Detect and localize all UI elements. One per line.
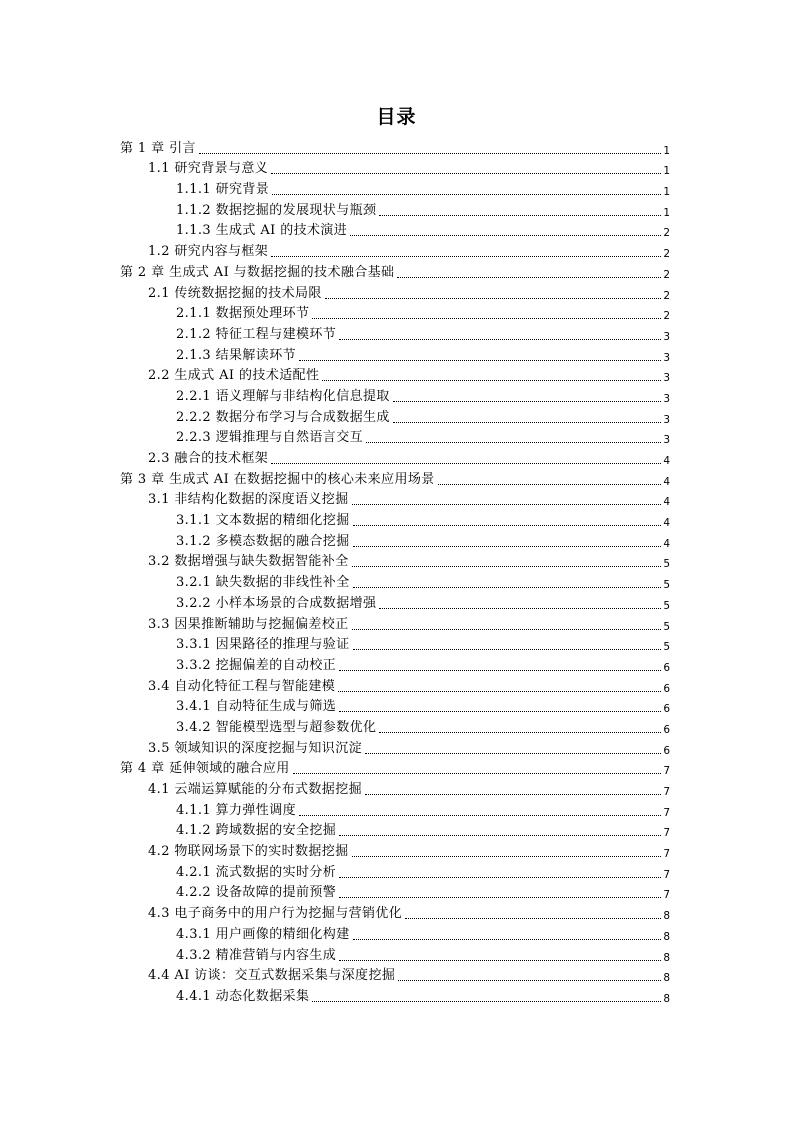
toc-page-number: 8 [663, 992, 670, 1005]
toc-entry[interactable] [0, 738, 793, 759]
toc-entry-label: 2.2.1 语义理解与非结构化信息提取 [176, 388, 390, 404]
toc-entry[interactable] [0, 386, 793, 407]
toc-dot-leader [338, 691, 661, 692]
toc-dot-leader [353, 649, 662, 650]
toc-entry[interactable] [0, 821, 793, 842]
toc-dot-leader [438, 484, 662, 485]
toc-entry-label: 第 4 章 延伸领域的融合应用 [120, 761, 290, 777]
toc-dot-leader [405, 918, 661, 919]
toc-entry[interactable] [0, 800, 793, 821]
toc-page-number: 3 [663, 330, 670, 343]
toc-entry[interactable] [0, 221, 793, 242]
toc-page-number: 2 [663, 310, 670, 323]
toc-dot-leader [339, 670, 661, 671]
toc-dot-leader [339, 835, 661, 836]
toc-page-number: 5 [663, 641, 670, 654]
toc-page-number: 8 [663, 972, 670, 985]
toc-page-number: 3 [663, 434, 670, 447]
toc-entry-label: 第 1 章 引言 [120, 140, 196, 156]
toc-entry-label: 4.2 物联网场景下的实时数据挖掘 [148, 844, 349, 860]
toc-entry[interactable] [0, 986, 793, 1007]
toc-entry[interactable] [0, 200, 793, 221]
toc-entry[interactable] [0, 407, 793, 428]
toc-entry-label: 2.2 生成式 AI 的技术适配性 [148, 368, 320, 384]
toc-dot-leader [272, 194, 661, 195]
toc-page-number: 8 [663, 930, 670, 943]
toc-entry-label: 3.4.1 自动特征生成与筛选 [176, 699, 337, 715]
toc-entry-label: 4.3.2 精准营销与内容生成 [176, 947, 337, 963]
toc-entry-label: 4.4 AI 访谈：交互式数据采集与深度挖掘 [148, 968, 396, 984]
toc-entry[interactable] [0, 924, 793, 945]
toc-dot-leader [299, 360, 661, 361]
toc-dot-leader [353, 587, 662, 588]
toc-entry-label: 4.4.1 动态化数据采集 [176, 988, 310, 1004]
toc-entry[interactable] [0, 262, 793, 283]
toc-entry[interactable] [0, 469, 793, 490]
toc-dot-leader [322, 380, 661, 381]
toc-entry[interactable] [0, 179, 793, 200]
toc-page-number: 1 [663, 144, 670, 157]
toc-entry[interactable] [0, 945, 793, 966]
toc-entry-label: 2.1.3 结果解读环节 [176, 347, 297, 363]
toc-entry-label: 1.2 研究内容与框架 [148, 244, 269, 260]
toc-entry[interactable] [0, 635, 793, 656]
toc-page-number: 4 [663, 455, 670, 467]
toc-page-number: 1 [663, 206, 670, 219]
toc-entry[interactable] [0, 366, 793, 387]
toc-dot-leader [325, 298, 662, 299]
toc-page-number: 6 [663, 703, 670, 716]
toc-entry-label: 2.1 传统数据挖掘的技术局限 [148, 285, 322, 301]
toc-page-number: 5 [663, 599, 670, 612]
toc-dot-leader [352, 504, 662, 505]
toc-dot-leader [339, 339, 661, 340]
toc-entry[interactable] [0, 717, 793, 738]
toc-dot-leader [397, 277, 661, 278]
toc-page-number: 5 [663, 558, 670, 571]
toc-list [0, 138, 793, 1007]
toc-page-number: 7 [663, 765, 670, 778]
toc-page-number: 7 [663, 827, 670, 840]
toc-page-number: 6 [663, 744, 670, 757]
toc-entry[interactable] [0, 883, 793, 904]
toc-dot-leader [312, 1001, 661, 1002]
toc-dot-leader [379, 215, 661, 216]
toc-page-number: 6 [663, 682, 670, 695]
toc-page-number: 4 [663, 517, 670, 530]
toc-page-number: 7 [663, 786, 670, 798]
toc-entry[interactable] [0, 903, 793, 924]
toc-dot-leader [312, 318, 661, 319]
toc-entry-label: 4.2.1 流式数据的实时分析 [176, 864, 337, 880]
toc-entry-label: 3.4 自动化特征工程与智能建模 [148, 678, 336, 694]
toc-page-number: 1 [663, 186, 670, 199]
toc-dot-leader [339, 711, 661, 712]
toc-page-number: 3 [663, 372, 670, 385]
toc-dot-leader [339, 897, 661, 898]
toc-dot-leader [379, 608, 661, 609]
toc-entry-label: 3.1.1 文本数据的精细化挖掘 [176, 513, 350, 529]
toc-entry-label: 2.2.3 逻辑推理与自然语言交互 [176, 430, 364, 446]
toc-page-number: 4 [663, 496, 670, 509]
toc-entry[interactable] [0, 510, 793, 531]
toc-dot-leader [350, 235, 661, 236]
toc-page-number: 3 [663, 413, 670, 426]
toc-entry-label: 4.3.1 用户画像的精细化构建 [176, 926, 350, 942]
toc-entry-label: 第 3 章 生成式 AI 在数据挖掘中的核心未来应用场景 [120, 471, 435, 487]
toc-entry[interactable] [0, 448, 793, 469]
toc-entry[interactable] [0, 159, 793, 180]
toc-entry[interactable] [0, 614, 793, 635]
toc-dot-leader [365, 794, 661, 795]
toc-entry-label: 3.5 领域知识的深度挖掘与知识沉淀 [148, 740, 363, 756]
toc-entry-label: 1.1.1 研究背景 [176, 182, 270, 198]
toc-entry[interactable] [0, 862, 793, 883]
toc-entry-label: 4.1.2 跨域数据的安全挖掘 [176, 823, 337, 839]
toc-entry-label: 2.3 融合的技术框架 [148, 451, 269, 466]
toc-entry-label: 4.3 电子商务中的用户行为挖掘与营销优化 [148, 906, 403, 922]
toc-dot-leader [353, 939, 662, 940]
toc-page-number: 4 [663, 475, 670, 488]
toc-entry-label: 3.2.1 缺失数据的非线性补全 [176, 575, 350, 591]
toc-dot-leader [353, 546, 662, 547]
toc-page-number: 7 [663, 806, 670, 819]
toc-page-number: 7 [663, 848, 670, 861]
toc-entry-label: 3.2 数据增强与缺失数据智能补全 [148, 554, 349, 570]
toc-entry-label: 4.1 云端运算赋能的分布式数据挖掘 [148, 782, 363, 797]
toc-entry-label: 4.2.2 设备故障的提前预警 [176, 885, 337, 901]
toc-page-number: 5 [663, 579, 670, 592]
toc-page-number: 7 [663, 889, 670, 902]
toc-entry[interactable] [0, 552, 793, 573]
toc-entry-label: 3.3.2 挖掘偏差的自动校正 [176, 657, 337, 673]
toc-entry-label: 1.1.3 生成式 AI 的技术演进 [176, 223, 348, 239]
toc-dot-leader [393, 422, 662, 423]
toc-dot-leader [352, 629, 662, 630]
toc-dot-leader [271, 173, 661, 174]
toc-page-number: 3 [663, 351, 670, 364]
toc-page-number: 2 [663, 268, 670, 281]
toc-dot-leader [365, 753, 661, 754]
toc-dot-leader [398, 980, 661, 981]
toc-entry-label: 1.1 研究背景与意义 [148, 161, 269, 177]
toc-entry[interactable] [0, 138, 793, 159]
toc-entry[interactable] [0, 324, 793, 345]
toc-page-number: 7 [663, 868, 670, 881]
toc-dot-leader [339, 960, 661, 961]
toc-entry[interactable] [0, 779, 793, 800]
toc-page-number: 4 [663, 537, 670, 550]
toc-entry[interactable] [0, 304, 793, 325]
toc-entry[interactable] [0, 841, 793, 862]
toc-entry-label: 2.1.2 特征工程与建模环节 [176, 326, 337, 342]
toc-entry-label: 3.4.2 智能模型选型与超参数优化 [176, 719, 377, 735]
toc-entry-label: 4.1.1 算力弹性调度 [176, 802, 297, 818]
toc-entry[interactable] [0, 593, 793, 614]
toc-entry-label: 2.2.2 数据分布学习与合成数据生成 [176, 409, 390, 425]
toc-entry-label: 1.1.2 数据挖掘的发展现状与瓶颈 [176, 202, 377, 218]
toc-page-number: 1 [663, 165, 670, 178]
toc-entry[interactable] [0, 241, 793, 262]
toc-page-number: 8 [663, 951, 670, 964]
toc-dot-leader [352, 856, 662, 857]
toc-entry-label: 2.1.1 数据预处理环节 [176, 306, 310, 322]
toc-page-number: 6 [663, 661, 670, 674]
toc-entry-label: 3.2.2 小样本场景的合成数据增强 [176, 595, 377, 611]
toc-dot-leader [271, 463, 661, 464]
toc-page-number: 2 [663, 248, 670, 261]
toc-page-number: 8 [663, 910, 670, 923]
toc-entry[interactable] [0, 531, 793, 552]
toc-dot-leader [366, 442, 661, 443]
toc-entry-label: 3.3.1 因果路径的推理与验证 [176, 637, 350, 653]
toc-dot-leader [352, 566, 662, 567]
toc-entry-label: 3.3 因果推断辅助与挖掘偏差校正 [148, 616, 349, 632]
toc-page-number: 2 [663, 289, 670, 302]
toc-entry[interactable] [0, 428, 793, 449]
toc-dot-leader [353, 525, 662, 526]
toc-dot-leader [339, 877, 661, 878]
toc-page-number: 3 [663, 392, 670, 405]
toc-dot-leader [293, 773, 662, 774]
toc-page-number: 6 [663, 723, 670, 736]
toc-entry[interactable] [0, 697, 793, 718]
toc-entry[interactable] [0, 676, 793, 697]
toc-entry-label: 3.1.2 多模态数据的融合挖掘 [176, 533, 350, 549]
toc-entry-label: 第 2 章 生成式 AI 与数据挖掘的技术融合基础 [120, 264, 395, 280]
toc-page-number: 2 [663, 227, 670, 240]
toc-dot-leader [379, 732, 661, 733]
toc-dot-leader [393, 401, 662, 402]
toc-entry[interactable] [0, 490, 793, 511]
toc-entry[interactable] [0, 345, 793, 366]
toc-dot-leader [299, 815, 661, 816]
toc-entry[interactable] [0, 283, 793, 304]
toc-dot-leader [271, 256, 661, 257]
toc-title: 目录 [376, 106, 417, 128]
toc-entry[interactable] [0, 572, 793, 593]
toc-entry[interactable] [0, 655, 793, 676]
toc-entry[interactable] [0, 966, 793, 987]
toc-entry-label: 3.1 非结构化数据的深度语义挖掘 [148, 492, 349, 508]
toc-dot-leader [199, 153, 661, 154]
toc-entry[interactable] [0, 759, 793, 780]
toc-page-number: 5 [663, 620, 670, 633]
